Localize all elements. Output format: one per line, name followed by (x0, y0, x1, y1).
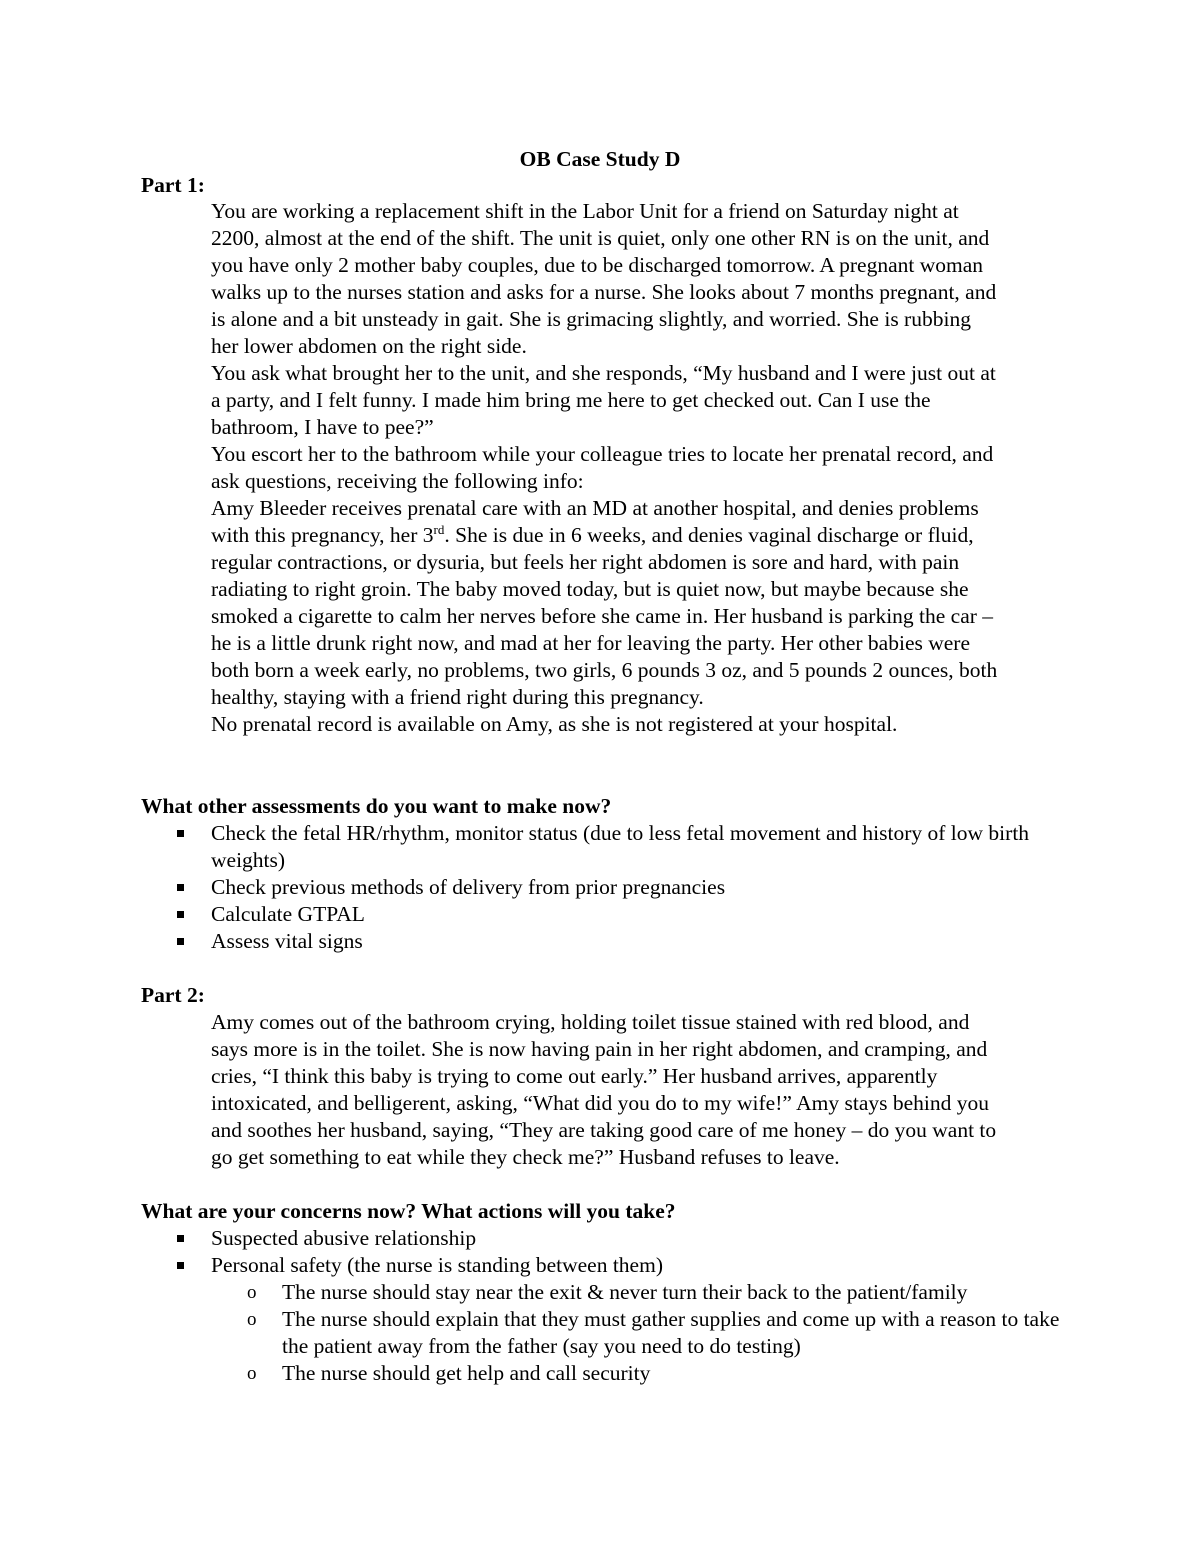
part2-question: What are your concerns now? What actions will you take? (141, 1199, 676, 1223)
part1-paragraph-3: You escort her to the bathroom while your colleague tries to locate her prenatal record, and ask questions, receiving the following info: (211, 442, 994, 493)
amy-history-rest: . She is due in 6 weeks, and denies vaginal discharge or fluid, regular contractions, or dysuria, but feels her right abdomen is sore and hard, with pain radiating to right groin. The baby moved today, but is quiet now, but maybe because she smoked a cigarette to calm her nerves before she came in. Her husband is parking the car – he is a little drunk right now, and mad at her for leaving the party. Her other babies were both born a week early, no problems, two girls, 6 pounds 3 oz, and 5 pounds 2 ounces, both healthy, staying with a friend right during this pregnancy. (211, 523, 998, 709)
list-item: Personal safety (the nurse is standing between them) o The nurse should stay near the exit & never turn their back to the patient/family o The nurse should explain that they must gather supplies and come up with a reason to take the patient away from the father (say you need to do testing) o The nurse should get help and call security (141, 1252, 1071, 1387)
part1-paragraph-4 (211, 495, 1001, 711)
part1-heading: Part 1: (141, 173, 205, 197)
sub-list-item: o The nurse should get help and call security (247, 1361, 651, 1385)
part2-sub-list (211, 1279, 1071, 1387)
circle-bullet-icon: o (247, 1282, 257, 1303)
sub-list-item: o The nurse should stay near the exit & never turn their back to the patient/family (247, 1280, 968, 1304)
ordinal-superscript: rd (433, 521, 445, 537)
part1-closing: No prenatal record is available on Amy, as she is not registered at your hospital. (211, 712, 898, 736)
part1-question: What other assessments do you want to make now? (141, 794, 612, 818)
square-bullet-icon (177, 884, 184, 891)
list-item: Check the fetal HR/rhythm, monitor status (due to less fetal movement and history of low birth weights) (141, 820, 1071, 874)
part1-answer-list (141, 820, 1071, 955)
square-bullet-icon (177, 1262, 184, 1269)
square-bullet-icon (177, 911, 184, 918)
list-item: Calculate GTPAL (141, 901, 1071, 928)
amy-history-start: Amy Bleeder receives prenatal care with an MD at another hospital, and denies problems with this pregnancy, her 3 (211, 496, 979, 547)
sub-list-item: o The nurse should explain that they must gather supplies and come up with a reason to take the patient away from the father (say you need to do testing) (247, 1307, 1060, 1358)
part2-heading: Part 2: (141, 983, 205, 1007)
circle-bullet-icon: o (247, 1309, 257, 1330)
part2-answer-list (141, 1225, 1071, 1387)
document-title: OB Case Study D (519, 147, 681, 171)
list-item: Check previous methods of delivery from prior pregnancies (141, 874, 1071, 901)
square-bullet-icon (177, 830, 184, 837)
circle-bullet-icon: o (247, 1363, 257, 1384)
square-bullet-icon (177, 1235, 184, 1242)
part2-paragraph: Amy comes out of the bathroom crying, holding toilet tissue stained with red blood, and says more is in the toilet. She is now having pain in her right abdomen, and cramping, and cries, “I think this baby is trying to come out early.” Her husband arrives, apparently intoxicated, and belligerent, asking, “What did you do to my wife!” Amy stays behind you and soothes her husband, saying, “They are taking good care of me honey – do you want to go get something to eat while they check me?” Husband refuses to leave. (211, 1010, 997, 1169)
list-item: Assess vital signs (141, 928, 1071, 955)
list-item: Suspected abusive relationship (141, 1225, 1071, 1252)
part1-narrative (211, 198, 1001, 738)
part1-paragraph-2: You ask what brought her to the unit, and she responds, “My husband and I were just out at a party, and I felt funny. I made him bring me here to get checked out. Can I use the bathroom, I have to pee?” (211, 361, 996, 439)
square-bullet-icon (177, 938, 184, 945)
part1-paragraph-1: You are working a replacement shift in the Labor Unit for a friend on Saturday night at 2200, almost at the end of the shift. The unit is quiet, only one other RN is on the unit, and you have only 2 mother baby couples, due to be discharged tomorrow. A pregnant woman walks up to the nurses station and asks for a nurse. She looks about 7 months pregnant, and is alone and a bit unsteady in gait. She is grimacing slightly, and worried. She is rubbing her lower abdomen on the right side. (211, 199, 997, 358)
part2-narrative (211, 1009, 1001, 1171)
